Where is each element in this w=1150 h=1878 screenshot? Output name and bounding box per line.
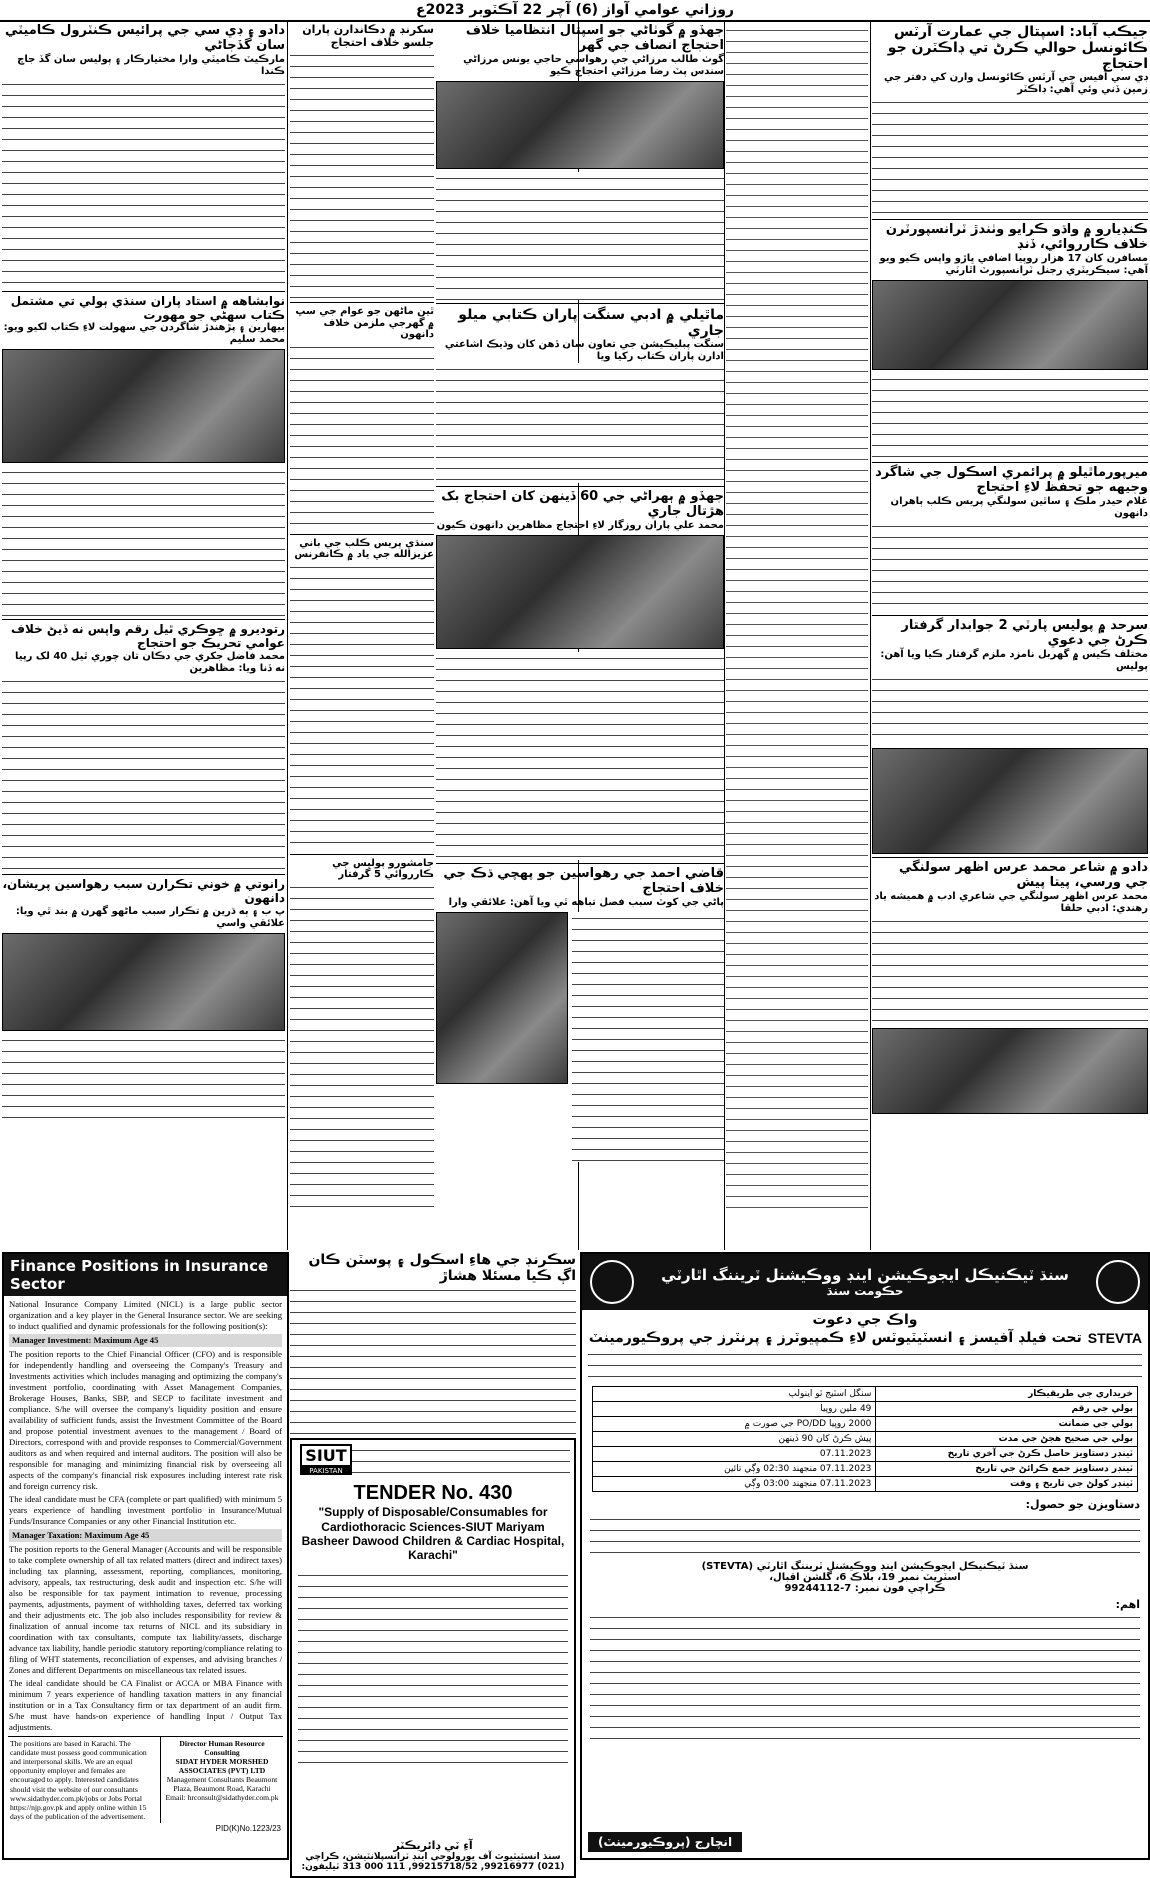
ad-nicl-pos2-req: The ideal candidate should be CA Finalist or ACCA or MBA Finance with minimum 7 years experience of handling taxation matters in any financial institution or in a Tax Consultancy firm or tax department of an audit firm. S/he must have hands-on experience of handling Input / Output Tax adjustments. (9, 1678, 282, 1732)
stevta-doc-head: دستاويزن جو حصول: (1025, 1498, 1140, 1511)
headline-kandiaro: ڪنڊيارو ۾ واڌو ڪرايو وٺندڙ ٽرانسپورٽرن خلاف ڪارروائي، ڏنڊ (885, 222, 1148, 253)
photo-hunger-strike (436, 535, 724, 649)
photo-nawabshah (2, 349, 285, 463)
ad-nicl-pos2: Manager Taxation: Maximum Age 45 (9, 1529, 282, 1542)
headline-sakrand: سکرنڊ ۾ دڪاندارن پاران جلسو خلاف احتجاج (302, 23, 434, 49)
headline-ratodero: رتوديرو ۾ ڇوڪري ٿيل رقم واپس نه ڏيڻ خلاف عوامي تحريڪ جو احتجاج (11, 622, 285, 651)
photo-kandiaro (872, 280, 1148, 370)
body-text (872, 915, 1148, 1025)
siut-tender-no: TENDER No. 430 (353, 1482, 513, 1505)
stevta-table-value: 07.11.2023 منجهند 03:00 وڳي (593, 1477, 876, 1492)
siut-tender-title: "Supply of Disposable/Consumables for Cardiothoracic Sciences-SIUT Mariyam Basheer Dawood Children & Cardiac Hospital, Karachi" (301, 1505, 565, 1563)
subhead-kandiaro: مسافرن کان 17 هزار روپيا اضافي ڀاڙو واپس ڪيو ويو آهي: سيڪريٽري رجنل ٽرانسپورٽ اٿارٽي (879, 253, 1148, 277)
subhead-hunger-strike: محمد علي پاران روزگار لاءِ احتجاج مظاهرين دانهون ڪيون (436, 519, 724, 531)
ad-nicl (2, 1252, 289, 1860)
column-left (2, 24, 285, 1250)
subhead-price-control: مارڪيٽ ڪاميٽي وارا مختيارڪار ۽ پوليس سان گڏ جاچ ڪندا (17, 53, 285, 77)
body-text (872, 96, 1148, 216)
ad-stevta (580, 1252, 1150, 1860)
stevta-table-row (593, 1417, 1138, 1432)
stevta-table-value: 07.11.2023 منجهند 02:30 وڳي تائين (593, 1462, 876, 1477)
subhead-johi-hospital: گوٺ طالب مرزاڻي جي رهواسي حاجي يونس مرزاڻي سندس پٽ رضا مرزاڻي احتجاج ڪيو (463, 53, 724, 77)
stevta-table-value: 2000 روپيا PO/DD جي صورت ۾ (593, 1417, 876, 1432)
body-text (872, 520, 1148, 612)
subhead-nawabshah-book: بيهارين ۽ پڙهندڙ شاگردن جي سهولت لاءِ ڪتاب لکيو ويو: محمد سليم (3, 322, 285, 346)
siut-logo-sub: PAKISTAN (300, 1467, 352, 1475)
headline-dadu-poet: دادو ۾ شاعر محمد عرس اظهر سولنگي جي ورسي، پيتا پيش (898, 859, 1148, 890)
ad-nicl-contact-firm: SIDAT HYDER MORSHED ASSOCIATES (PVT) LTD (175, 1757, 269, 1775)
stevta-table-row (593, 1477, 1138, 1492)
column-center (436, 24, 724, 1250)
siut-addr: سنڌ انسٽيٽيوٽ آف يورولوجي اينڊ ٽرانسپلانٽيشن، ڪراچي (305, 1852, 561, 1863)
subhead-jacobabad: ڊي سي آفيس جي آرٽس ڪائونسل وارن کي دفتر جي زمين ڏني وئي آهي: ڊاڪٽر (883, 72, 1148, 96)
photo-johi-hospital (436, 81, 724, 169)
stevta-table-value: سنگل اسٽيج ٽو اينولپ (593, 1387, 876, 1402)
stevta-brand: STEVTA (1087, 1330, 1142, 1346)
stevta-table-value: پيش ڪرڻ کان 90 ڏينهن (593, 1432, 876, 1447)
headline-book-fair: ماٿيلي ۾ ادبي سنگت پاران ڪتابي ميلو جاري (458, 306, 724, 339)
photo-dadu-poet (872, 1028, 1148, 1114)
siut-phone: (021) 99216977, 99215718/52, 111 000 313 ٽيليفون: (301, 1862, 565, 1873)
ad-nicl-note: The positions are based in Karachi. The candidate must possess good communication and interpersonal skills. We are an equal opportunity employer and females are encouraged to apply. Interested candidates should visit the website of our consultants www.sidathyder.com.pk/jobs or Jobs Portal https://njp.gov.pk and apply online within 15 days of the publication of the advertisement. (8, 1737, 161, 1823)
stevta-gov: حڪومت سنڌ (826, 1284, 904, 1298)
headline-press-club: سنڌي پريس ڪلب جي باني عزيزالله جي ياد ۾ ڪانفرنس (294, 537, 434, 561)
stevta-org: سنڌ ٽيڪنيڪل ايجوڪيشن اينڊ ووڪيشنل ٽريننگ اٿارٽي (661, 1266, 1069, 1284)
stevta-table-row (593, 1462, 1138, 1477)
headline-ranuti: رانوتي ۾ خوني تڪرارن سبب رهواسين پريشان، دانهون (2, 877, 285, 905)
stevta-footer: انچارج (پروڪيورمينٽ) (588, 1832, 742, 1852)
column-mid-left (290, 24, 434, 1250)
headline-johi-hospital: جهڏو ۾ گوٺاڻي جو اسپتال انتظاميا خلاف احتجاج انصاف جي گهر (465, 23, 724, 53)
headline-jacobabad: جيڪب آباد: اسپتال جي عمارت آرٽس ڪائونسل حوالي ڪرڻ تي ڊاڪٽرن جو احتجاج (887, 24, 1148, 73)
masthead (0, 0, 1150, 22)
headline-price-control: دادو ۽ ڊي سي جي پرائيس ڪنٽرول ڪاميٽي سان گڏجاڻي (4, 23, 285, 53)
stevta-table-row (593, 1432, 1138, 1447)
ad-nicl-intro: National Insurance Company Limited (NICL) is a large public sector organization and a key player in the General Insurance sector. We are seeking to induct qualified and dynamic professionals for the following position(s): (9, 1299, 282, 1331)
headline-jamshoro: جامشورو پوليس جي ڪارروائي 5 گرفتار (332, 857, 434, 881)
subhead-mirpur: غلام حيدر ملڪ ۽ ساٿين سولنگي پريس ڪلب ٻاهران دانهون (890, 496, 1148, 520)
masthead-page: (6) (575, 2, 598, 18)
stevta-table-key: ٽينڊر کولڻ جي تاريخ ۽ وقت (876, 1477, 1138, 1492)
masthead-date: آچر 22 آڪٽوبر 2023ع (416, 2, 571, 18)
stevta-logo-left-icon (590, 1260, 634, 1304)
ad-siut (290, 1438, 576, 1878)
photo-qazi-ahmed (436, 912, 568, 1084)
stevta-table-key: بولي جي رقم (876, 1402, 1138, 1417)
stevta-table-value: 49 ملين روپيا (593, 1402, 876, 1417)
ad-nicl-pos1-text: The position reports to the Chief Financial Officer (CFO) and is responsible for independently handling and overseeing the Company's Treasury and Investments activities which includes managing and optimizing the company's investment portfolio, coordinating with Asset Management Companies, Brokerage Houses, Banks, SBP, and SECP to facilitate investment and compliance. S/he will oversee the company's liquidity position and ensure availability of sufficient funds, assist the Investment Committee of the Board and propose potential investment avenues to the management / Board of Directors, correspond with and provide responses to Commercial/Government auditors as and when required and internal auditors. The position will also be responsible for managing and minimizing financial risk by overseeing all aspects of the company's financial risk exposures including interest rate risk and foreign currency risk. (9, 1349, 282, 1491)
stevta-table-key: بولي جي ضمانت (876, 1417, 1138, 1432)
subhead-ranuti: پ ب ۽ ٻه ڌرين ۾ تڪرار سبب ماڻهو گهرن ۾ بند ٿي ويا: علائقي واسي (15, 905, 285, 929)
ad-nicl-pos2-text: The position reports to the General Manager (Accounts and will be responsible to take complete ownership of all tax related matters (direct and indirect taxes) including tax planning, assessment, reporting, compliances, monitoring, advisory, appeals, tax restructuring, desk audit and inspection etc. S/he will also be responsible for tax payment intimation to revenue, processing payments, adjustments, payment of withholding taxes, deferred tax working and their adjustments etc. The job also includes responsibility for review & finalization of annual income tax returns of NICL and its subsidiary in coordination with tax consultants, compute tax liability/assets, discharge advance tax liability, handle periodic statutory reporting/compliance relating to filing of WHT statements, reconciliation of expenses, and advising branches / Zones and different Departments on miscellaneous tax related issues. (9, 1544, 282, 1675)
stevta-table-row (593, 1402, 1138, 1417)
subhead-book-fair: سنگت پبليڪيشن جي تعاون سان ڏهن کان وڌيڪ اشاعتي ادارن پاران ڪتاب رکيا ويا (444, 339, 724, 363)
body-text (872, 673, 1148, 745)
stevta-imp: اهم: (1115, 1598, 1140, 1611)
stevta-invite: واڪ جي دعوت (812, 1312, 918, 1328)
stevta-table-key: بولي جي صحيح هجڻ جي مدت (876, 1432, 1138, 1447)
ad-nicl-contact-email: Email: hrconsult@sidathyder.com.pk (165, 1793, 279, 1802)
headline-mirpur: ميرپورماٿيلو ۾ پرائمري اسڪول جي شاگرد وجيهه جو تحفظ لاءِ احتجاج (875, 465, 1148, 496)
ad-nicl-pos1-req: The ideal candidate must be CFA (complete or part qualified) with minimum 5 years experience of handling investment portfolio in Insurance/Mutual Funds/Insurance Companies or any other Financial Institution etc. (9, 1494, 282, 1526)
stevta-table-value: 07.11.2023 (593, 1447, 876, 1462)
siut-sign: آءِ ٽي ڊائريڪٽر (393, 1839, 473, 1853)
ad-nicl-contact-addr: Management Consultants Beaumont Plaza, Beaumont Road, Karachi (166, 1775, 278, 1793)
ad-siut-column (290, 1252, 576, 1873)
stevta-addr2: اسٽريٽ نمبر 19، بلاڪ 6، گلشن اقبال، (769, 1572, 961, 1583)
ad-nicl-pid: PID(K)No.1223/23 (215, 1823, 281, 1833)
stevta-addr1: سنڌ ٽيڪنيڪل ايجوڪيشن اينڊ ووڪيشنل ٽريننگ اٿارٽي (STEVTA) (701, 1561, 1029, 1572)
photo-ranuti (2, 933, 285, 1031)
subhead-sarhad: مختلف ڪيس ۾ گهربل نامزد ملزم گرفتار ڪيا ويا آهن: پوليس (880, 648, 1148, 672)
headline-hunger-strike: جهڏو ۾ ٻهراڻي جي 60 ڏينهن کان احتجاج بک هڙتال جاري (441, 489, 724, 519)
body-text (872, 373, 1148, 459)
stevta-logo-right-icon (1096, 1260, 1140, 1304)
subhead-qazi-ahmed: پاڻي جي کوٽ سبب فصل تباهه ٿي ويا آهن: علائقي وارا (448, 896, 724, 908)
subhead-ratodero: محمد فاضل جکري جي دڪان تان چوري ٿيل 40 لک رپيا نه ڏنا ويا: مظاهرين (15, 651, 285, 675)
stevta-table-row (593, 1387, 1138, 1402)
headline-nawabshah-book: نوابشاهه ۾ استاد پاران سنڌي ٻولي تي مشتمل ڪتاب سهڻي جو مهورت (10, 293, 285, 322)
stevta-head: تحت فيلڊ آفيسز ۽ انسٽيٽيوٽس لاءِ ڪمپيوٽرز ۽ پرنٽرز جي پروڪيورمينٽ (588, 1330, 1082, 1346)
subhead-dadu-poet: محمد عرس اظهر سولنگي جي شاعري ادب ۾ هميشه ياد رهندي: ادبي حلقا (874, 890, 1148, 914)
column-right (872, 24, 1148, 1250)
ad-nicl-pos1: Manager Investment: Maximum Age 45 (9, 1334, 282, 1347)
column-mid-right (726, 24, 868, 1250)
photo-sarhad (872, 748, 1148, 854)
stevta-table (592, 1386, 1138, 1492)
headline-qazi-ahmed: قاضي احمد جي رهواسين جو پهچي ڌڪ جي خلاف احتجاج (443, 865, 724, 896)
headline-people: ٿين ماڻهن جو عوام جي سڀ ۾ گهرجي ملزمن خلاف دانهون (295, 306, 434, 341)
stevta-table-key: ٽينڊر دستاويز حاصل ڪرڻ جي آخري تاريخ (876, 1447, 1138, 1462)
stevta-table-key: خريداري جي طريقيڪار (876, 1387, 1138, 1402)
siut-logo: SIUT (300, 1444, 352, 1467)
headline-sarhad: سرحد ۾ پوليس پارٽي 2 جوابدار گرفتار ڪرڻ جي دعوي (901, 618, 1148, 648)
masthead-title: روزاني عوامي آواز (602, 2, 734, 18)
stevta-addr3: ڪراچي فون نمبر: 7-99244112 (784, 1583, 946, 1594)
stevta-table-key: ٽينڊر دستاويز جمع ڪرائڻ جي تاريخ (876, 1462, 1138, 1477)
stevta-table-row (593, 1447, 1138, 1462)
ad-nicl-contact-title: Director Human Resource Consulting (179, 1739, 265, 1757)
headline-sakrand-school: سڪرنڊ جي هاءِ اسڪول ۽ پوسٽن ڪان اڳ ڪيا مسئلا هشاڙ (308, 1252, 576, 1285)
ad-nicl-title: Finance Positions in Insurance Sector (4, 1254, 287, 1296)
